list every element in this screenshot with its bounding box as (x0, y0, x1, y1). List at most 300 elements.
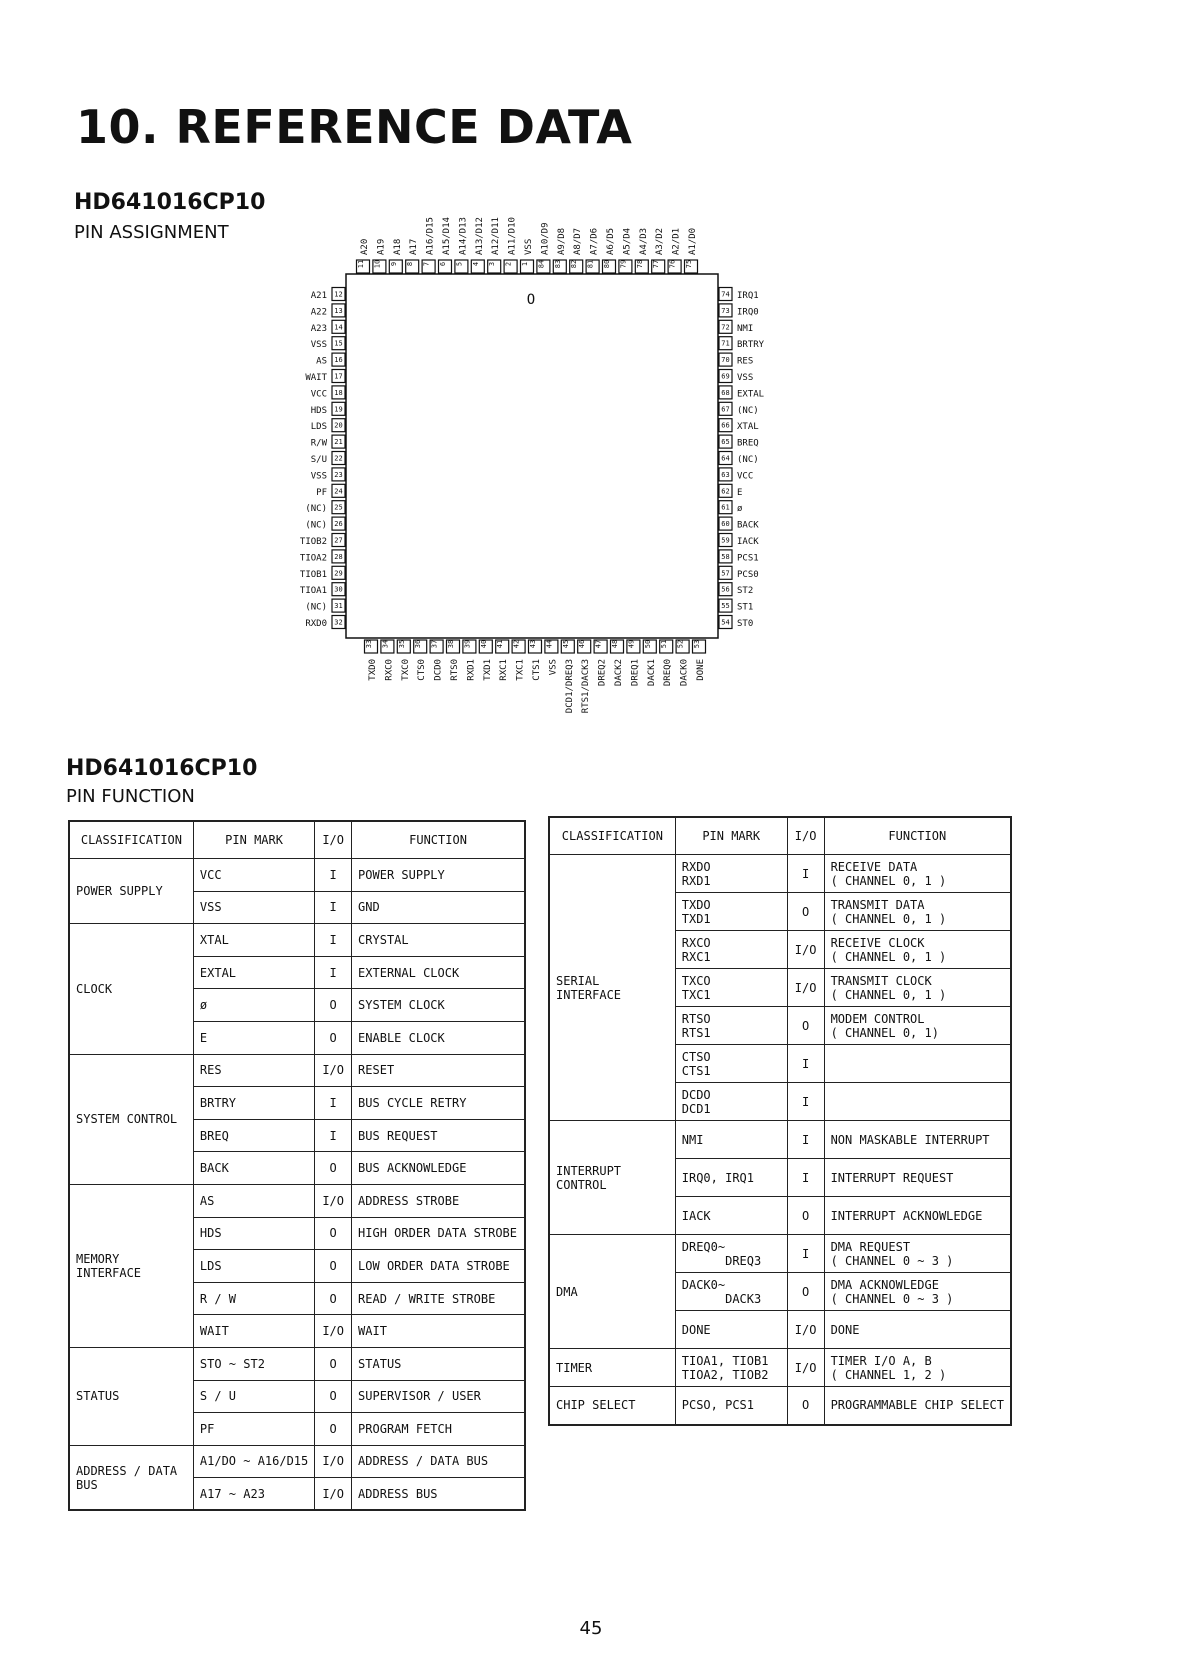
pin-label: PF (316, 487, 327, 498)
pin-mark-cell: CTSO CTS1 (675, 1045, 787, 1083)
header-classification: CLASSIFICATION (69, 821, 193, 859)
pin-label: A18 (392, 238, 403, 255)
pin-number: 26 (334, 520, 343, 529)
table-row (69, 1347, 525, 1380)
pin-number: 54 (721, 618, 730, 627)
pin-64 (719, 452, 759, 466)
pin-number: 15 (334, 339, 343, 348)
pin-number: 79 (619, 259, 628, 269)
pin-label: DONE (696, 659, 706, 681)
pin-label: XTAL (737, 422, 759, 433)
pin-number: 78 (635, 259, 644, 269)
function-cell: INTERRUPT REQUEST (824, 1159, 1011, 1197)
classification-cell: DMA (549, 1235, 675, 1349)
pin-84 (537, 222, 551, 273)
pin-mark-cell: IRQ0, IRQ1 (675, 1159, 787, 1197)
pin-16 (316, 353, 345, 367)
pin-label: NMI (737, 323, 754, 334)
io-cell: O (315, 1021, 352, 1054)
pin-label: DACK0 (679, 659, 690, 687)
function-cell: EXTERNAL CLOCK (352, 956, 525, 989)
pin-36 (414, 640, 428, 681)
pin-mark-cell: RXCO RXC1 (675, 931, 787, 969)
pin-number: 32 (334, 618, 343, 627)
io-cell: I (315, 956, 352, 989)
pin-number: 76 (668, 259, 677, 269)
pin-label: AS (316, 356, 327, 367)
pin-mark-cell: ø (193, 989, 314, 1022)
io-cell: I/O (315, 1445, 352, 1478)
pin-number: 17 (334, 372, 343, 381)
pin-23 (311, 468, 345, 482)
pin-number: 60 (721, 520, 730, 529)
function-cell: SUPERVISOR / USER (352, 1380, 525, 1413)
pin-number: 71 (721, 339, 730, 348)
pin-50 (643, 640, 657, 686)
pin-label: A22 (310, 307, 327, 318)
pin-76 (668, 228, 682, 273)
pin-number: 14 (334, 323, 343, 332)
pin-24 (316, 484, 345, 498)
pin-label: PCS1 (737, 553, 759, 564)
pin-43 (529, 640, 543, 681)
pin-number: 25 (334, 503, 343, 512)
pin-label: PCS0 (737, 569, 759, 580)
pin-label: DREQ1 (630, 659, 641, 687)
pin-number: 20 (334, 421, 343, 430)
pin-label: TXD0 (368, 659, 378, 681)
io-cell: O (787, 1387, 824, 1425)
pin-37 (430, 640, 444, 681)
pin-label: A6/D5 (606, 227, 616, 255)
pin-number: 43 (529, 639, 537, 649)
io-cell: O (315, 1152, 352, 1185)
pin-26 (305, 517, 345, 531)
pin-mark-cell: PF (193, 1413, 314, 1446)
pin-label: RXC0 (384, 659, 395, 681)
pin-label: TIOA1 (299, 586, 327, 597)
pin-number: 59 (721, 536, 730, 545)
pin-label: S/U (310, 455, 327, 465)
pin-label: DCD1/DREQ3 (564, 659, 575, 714)
pin-number: 35 (397, 639, 406, 649)
pin-number: 52 (676, 639, 685, 649)
pin-61 (719, 501, 743, 515)
io-cell: I/O (315, 1315, 352, 1348)
pin-59 (719, 534, 759, 548)
classification-cell: TIMER (549, 1349, 675, 1387)
pin-mark-cell: EXTAL (193, 956, 314, 989)
pin-mark-cell: VCC (193, 859, 314, 892)
function-cell: RECEIVE CLOCK ( CHANNEL 0, 1 ) (824, 931, 1011, 969)
pin-label: DREQ2 (597, 659, 608, 687)
pin-number: 41 (496, 639, 505, 649)
pin-mark-cell: RES (193, 1054, 314, 1087)
page-number: 45 (579, 1618, 603, 1639)
pin-74 (719, 288, 759, 302)
chip-marker: O (526, 292, 536, 308)
pin-label: WAIT (305, 373, 327, 383)
pin-label: ST0 (737, 619, 754, 629)
pin-18 (311, 386, 345, 400)
pin-label: A20 (360, 238, 370, 255)
function-cell: PROGRAMMABLE CHIP SELECT (824, 1387, 1011, 1425)
pin-38 (447, 640, 461, 681)
pin-number: 42 (512, 639, 521, 649)
pin-label: A5/D4 (622, 227, 633, 255)
pin-label: DCD0 (433, 659, 444, 681)
section2-subtitle: PIN FUNCTION (66, 786, 195, 807)
pin-number: 38 (447, 639, 455, 649)
function-cell: DMA REQUEST ( CHANNEL 0 ~ 3 ) (824, 1235, 1011, 1273)
pin-number: 84 (537, 259, 546, 269)
pin-assignment-diagram (0, 0, 1182, 780)
pin-label: RTS0 (450, 659, 460, 681)
pin-label: TIOA2 (299, 553, 327, 564)
pin-number: 16 (334, 356, 343, 365)
classification-cell: INTERRUPT CONTROL (549, 1121, 675, 1235)
pin-label: VSS (524, 238, 534, 255)
pin-label: ST1 (737, 602, 754, 613)
pin-12 (311, 288, 345, 302)
function-cell: DONE (824, 1311, 1011, 1349)
pin-label: BRTRY (737, 340, 765, 351)
io-cell: I (787, 1083, 824, 1121)
pin-label: VCC (310, 389, 327, 400)
io-cell: I/O (787, 1311, 824, 1349)
pin-label: (NC) (305, 520, 327, 531)
pin-22 (311, 452, 345, 466)
pin-number: 82 (570, 259, 579, 269)
pin-mark-cell: AS (193, 1184, 314, 1217)
pin-mark-cell: DREQ0~ DREQ3 (675, 1235, 787, 1273)
pin-label: TXC1 (515, 659, 526, 681)
function-cell: GND (352, 891, 525, 924)
io-cell: O (787, 1273, 824, 1311)
pin-number: 34 (381, 639, 390, 649)
pin-label: EXTAL (737, 389, 765, 400)
pin-number: 19 (334, 405, 343, 414)
pin-13 (311, 304, 345, 318)
pin-49 (627, 640, 641, 686)
pin-number: 4 (471, 261, 480, 267)
pin-number: 51 (660, 639, 669, 649)
pin-78 (635, 228, 649, 273)
header-io: I/O (315, 821, 352, 859)
header-function: FUNCTION (352, 821, 525, 859)
pin-function-table-left (68, 820, 526, 1511)
pin-number: 31 (334, 602, 343, 611)
pin-label: (NC) (737, 455, 759, 465)
classification-cell: SYSTEM CONTROL (69, 1054, 193, 1184)
pin-number: 29 (334, 569, 343, 578)
function-cell: MODEM CONTROL ( CHANNEL 0, 1) (824, 1007, 1011, 1045)
pin-27 (300, 534, 345, 548)
pin-68 (719, 386, 764, 400)
header-function: FUNCTION (824, 817, 1011, 855)
pin-number: 1 (521, 261, 529, 267)
function-cell: ADDRESS / DATA BUS (352, 1445, 525, 1478)
pin-11 (357, 239, 371, 273)
pin-number: 81 (586, 259, 595, 269)
function-cell: TRANSMIT DATA ( CHANNEL 0, 1 ) (824, 893, 1011, 931)
pin-33 (365, 640, 379, 681)
pin-label: A4/D3 (638, 227, 649, 255)
pin-75 (685, 228, 699, 273)
classification-cell: CLOCK (69, 924, 193, 1054)
pin-number: 66 (721, 421, 730, 430)
pin-72 (719, 320, 753, 334)
pin-label: IACK (737, 537, 759, 547)
pin-number: 69 (721, 372, 730, 381)
pin-label: TIOB2 (299, 537, 327, 547)
pin-number: 68 (721, 388, 730, 397)
pin-number: 64 (721, 454, 730, 463)
pin-label: VSS (737, 373, 754, 383)
header-pin-mark: PIN MARK (675, 817, 787, 855)
pin-label: IRQ1 (737, 291, 759, 301)
pin-label: ST2 (737, 586, 754, 597)
function-cell: HIGH ORDER DATA STROBE (352, 1217, 525, 1250)
pin-mark-cell: BACK (193, 1152, 314, 1185)
pin-62 (719, 484, 742, 498)
pin-label: TIOB1 (299, 569, 327, 580)
pin-number: 11 (357, 259, 365, 269)
pin-39 (463, 640, 477, 681)
pin-label: A23 (310, 323, 327, 334)
pin-mark-cell: LDS (193, 1250, 314, 1283)
pin-label: CTS1 (532, 659, 542, 681)
classification-cell: POWER SUPPLY (69, 859, 193, 924)
pin-70 (719, 353, 753, 367)
pin-number: 67 (721, 405, 730, 414)
pin-mark-cell: S / U (193, 1380, 314, 1413)
pin-mark-cell: BRTRY (193, 1087, 314, 1120)
pin-label: A15/D14 (442, 217, 452, 255)
pin-mark-cell: STO ~ ST2 (193, 1347, 314, 1380)
pin-mark-cell: DONE (675, 1311, 787, 1349)
io-cell: I (315, 891, 352, 924)
pin-number: 27 (334, 536, 343, 545)
pin-label: RTS1/DACK3 (581, 659, 592, 714)
pin-label: R/W (310, 438, 327, 449)
io-cell: O (315, 1380, 352, 1413)
pin-81 (586, 228, 600, 273)
function-cell: BUS CYCLE RETRY (352, 1087, 525, 1120)
pin-number: 33 (365, 639, 373, 649)
pin-63 (719, 468, 753, 482)
pin-number: 56 (721, 585, 730, 594)
section1-part: HD641016CP10 (74, 190, 266, 215)
pin-mark-cell: XTAL (193, 924, 314, 957)
io-cell: I (315, 924, 352, 957)
pin-82 (570, 228, 584, 273)
pin-number: 37 (430, 639, 439, 649)
pin-46 (578, 640, 592, 713)
pin-48 (611, 640, 625, 686)
pin-number: 28 (334, 552, 343, 561)
pin-67 (719, 402, 759, 416)
pin-label: RXD0 (305, 619, 327, 629)
pin-number: 49 (627, 639, 636, 649)
pin-number: 47 (594, 639, 603, 649)
pin-number: 65 (721, 438, 730, 447)
pin-label: A13/D12 (474, 217, 485, 255)
pin-number: 75 (685, 259, 693, 269)
function-cell: ADDRESS STROBE (352, 1184, 525, 1217)
pin-label: DACK1 (646, 659, 657, 687)
pin-mark-cell: TXCO TXC1 (675, 969, 787, 1007)
pin-number: 80 (603, 259, 611, 269)
pin-mark-cell: IACK (675, 1197, 787, 1235)
pin-number: 23 (334, 470, 343, 479)
classification-cell: MEMORY INTERFACE (69, 1184, 193, 1347)
io-cell: I (315, 1087, 352, 1120)
pin-number: 57 (721, 569, 730, 578)
pin-label: DACK2 (614, 659, 624, 687)
function-cell: PROGRAM FETCH (352, 1413, 525, 1446)
pin-number: 46 (578, 639, 587, 649)
pin-40 (479, 640, 493, 681)
classification-cell: ADDRESS / DATA BUS (69, 1445, 193, 1510)
section2-part: HD641016CP10 (66, 756, 258, 781)
io-cell: I (787, 855, 824, 893)
function-cell: INTERRUPT ACKNOWLEDGE (824, 1197, 1011, 1235)
pin-mark-cell: WAIT (193, 1315, 314, 1348)
pin-number: 30 (334, 585, 343, 594)
function-cell: BUS REQUEST (352, 1119, 525, 1152)
pin-label: RXC1 (499, 659, 510, 681)
pin-9 (389, 239, 403, 273)
pin-34 (381, 640, 395, 681)
pin-label: (NC) (305, 504, 327, 515)
pin-52 (676, 640, 690, 686)
pin-71 (719, 337, 765, 351)
io-cell: I/O (315, 1478, 352, 1511)
table-row (549, 1121, 1011, 1159)
pin-4 (471, 217, 485, 273)
pin-51 (660, 640, 674, 686)
pin-30 (300, 583, 345, 597)
function-cell: WAIT (352, 1315, 525, 1348)
pin-number: 36 (414, 639, 423, 649)
pin-number: 10 (373, 259, 382, 269)
io-cell: O (315, 989, 352, 1022)
pin-number: 40 (479, 639, 488, 649)
pin-label: A11/D10 (507, 217, 518, 255)
pin-label: TXC0 (400, 659, 411, 681)
pin-2 (504, 217, 517, 273)
pin-label: A21 (310, 291, 327, 301)
function-cell: LOW ORDER DATA STROBE (352, 1250, 525, 1283)
function-cell: BUS ACKNOWLEDGE (352, 1152, 525, 1185)
chip-body (346, 274, 718, 638)
pin-label: IRQ0 (737, 307, 759, 318)
pin-label: RES (737, 356, 754, 367)
table-row (549, 1387, 1011, 1425)
pin-number: 3 (488, 261, 497, 267)
pin-mark-cell: BREQ (193, 1119, 314, 1152)
pin-56 (719, 583, 753, 597)
pin-number: 9 (389, 261, 398, 267)
pin-8 (406, 239, 420, 273)
io-cell: O (315, 1282, 352, 1315)
pin-number: 18 (334, 388, 343, 397)
pin-number: 58 (721, 552, 730, 561)
header-classification: CLASSIFICATION (549, 817, 675, 855)
pin-6 (439, 217, 453, 273)
classification-cell: STATUS (69, 1347, 193, 1445)
pin-label: BREQ (737, 438, 759, 449)
pin-21 (311, 435, 345, 449)
io-cell: O (787, 893, 824, 931)
pin-label: A12/D11 (491, 217, 502, 255)
pin-45 (561, 640, 575, 713)
function-cell: SYSTEM CLOCK (352, 989, 525, 1022)
pin-42 (512, 640, 526, 681)
table-row (69, 1184, 525, 1217)
table-row (69, 924, 525, 957)
pin-mark-cell: RXDO RXD1 (675, 855, 787, 893)
header-pin-mark: PIN MARK (193, 821, 314, 859)
pin-7 (422, 217, 436, 273)
pin-mark-cell: RTSO RTS1 (675, 1007, 787, 1045)
pin-mark-cell: DACK0~ DACK3 (675, 1273, 787, 1311)
function-cell: NON MASKABLE INTERRUPT (824, 1121, 1011, 1159)
pin-number: 39 (463, 639, 472, 649)
pin-55 (719, 599, 753, 613)
pin-label: CTS0 (417, 659, 428, 681)
pin-number: 22 (334, 454, 343, 463)
function-cell: STATUS (352, 1347, 525, 1380)
pin-35 (397, 640, 411, 681)
pin-label: A10/D9 (540, 222, 551, 255)
pin-number: 6 (439, 261, 447, 267)
pin-54 (719, 616, 753, 630)
pin-5 (455, 217, 469, 273)
pin-label: A9/D8 (556, 227, 567, 255)
pin-65 (719, 435, 759, 449)
io-cell: O (787, 1197, 824, 1235)
table-row (69, 1054, 525, 1087)
pin-label: A1/D0 (688, 227, 698, 255)
pin-label: VSS (310, 340, 327, 351)
pin-80 (603, 228, 617, 273)
pin-number: 12 (334, 290, 343, 299)
io-cell: O (315, 1250, 352, 1283)
pin-58 (719, 550, 759, 564)
pin-41 (496, 640, 510, 681)
pin-number: 13 (334, 306, 343, 315)
function-cell: POWER SUPPLY (352, 859, 525, 892)
io-cell: I (787, 1045, 824, 1083)
io-cell: I/O (787, 969, 824, 1007)
pin-label: A8/D7 (573, 227, 584, 255)
pin-number: 70 (721, 356, 730, 365)
pin-label: A17 (409, 238, 420, 255)
table-row (549, 1235, 1011, 1273)
pin-number: 7 (422, 261, 431, 267)
pin-label: HDS (310, 405, 327, 416)
function-cell: READ / WRITE STROBE (352, 1282, 525, 1315)
pin-66 (719, 419, 759, 433)
function-cell (824, 1045, 1011, 1083)
io-cell: O (315, 1217, 352, 1250)
pin-number: 72 (721, 323, 730, 332)
pin-number: 2 (504, 261, 513, 267)
pin-14 (311, 320, 345, 334)
pin-label: A14/D13 (458, 217, 469, 255)
